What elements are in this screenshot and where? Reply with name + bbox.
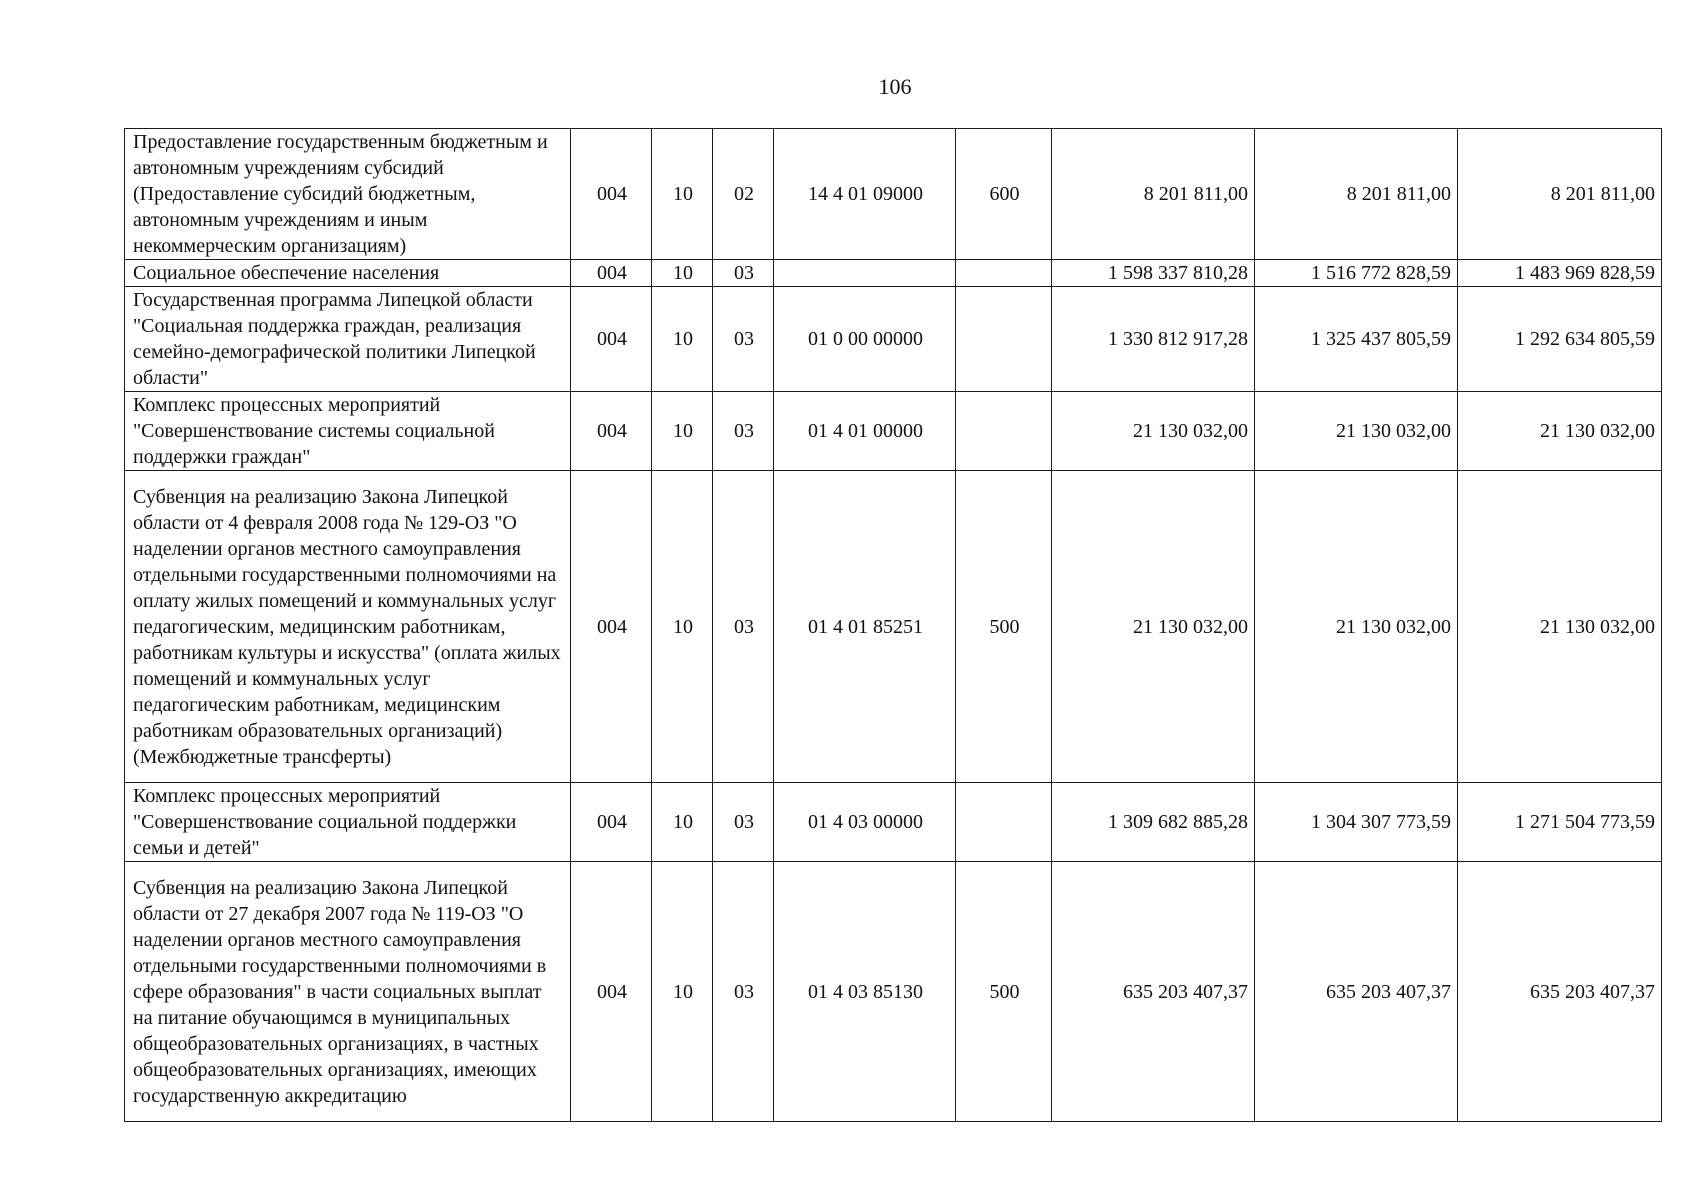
target-code: 14 4 01 09000 [774, 129, 956, 260]
target-code [774, 260, 956, 287]
amount-year-3: 635 203 407,37 [1458, 862, 1662, 1122]
row-description: Предоставление государственным бюджетным и автономным учреждениям субсидий (Предоставление субсидий бюджетным, автономным учреждениям и иным некоммерческим организациям) [125, 129, 571, 260]
amount-year-2: 1 325 437 805,59 [1255, 287, 1458, 392]
admin-code: 004 [571, 260, 652, 287]
amount-year-1: 21 130 032,00 [1052, 392, 1255, 471]
table-body [125, 129, 1662, 1122]
amount-year-3: 21 130 032,00 [1458, 392, 1662, 471]
expense-type-code [956, 287, 1052, 392]
amount-year-3: 8 201 811,00 [1458, 129, 1662, 260]
expense-type-code [956, 392, 1052, 471]
subsection-code: 03 [713, 260, 774, 287]
subsection-code: 03 [713, 862, 774, 1122]
section-code: 10 [652, 392, 713, 471]
section-code: 10 [652, 287, 713, 392]
amount-year-3: 21 130 032,00 [1458, 471, 1662, 783]
amount-year-1: 21 130 032,00 [1052, 471, 1255, 783]
target-code: 01 4 01 85251 [774, 471, 956, 783]
subsection-code: 03 [713, 783, 774, 862]
admin-code: 004 [571, 287, 652, 392]
table-row [125, 783, 1662, 862]
row-description: Комплекс процессных мероприятий "Совершенствование системы социальной поддержки граждан" [125, 392, 571, 471]
row-description: Комплекс процессных мероприятий "Совершенствование социальной поддержки семьи и детей" [125, 783, 571, 862]
section-code: 10 [652, 260, 713, 287]
section-code: 10 [652, 129, 713, 260]
subsection-code: 03 [713, 392, 774, 471]
row-description: Субвенция на реализацию Закона Липецкой области от 4 февраля 2008 года № 129-ОЗ "О наделении органов местного самоуправления отдельными государственными полномочиями на оплату жилых помещений и коммунальных услуг педагогическим, медицинским работникам, работникам культуры и искусства" (оплата жилых помещений и коммунальных услуг педагогическим работникам, медицинским работникам образовательных организаций) (Межбюджетные трансферты) [125, 471, 571, 783]
admin-code: 004 [571, 862, 652, 1122]
expense-type-code: 500 [956, 471, 1052, 783]
row-description: Субвенция на реализацию Закона Липецкой области от 27 декабря 2007 года № 119-ОЗ "О наделении органов местного самоуправления отдельными государственными полномочиями в сфере образования" в части социальных выплат на питание обучающимся в муниципальных общеобразовательных организациях, в частных общеобразовательных организациях, имеющих государственную аккредитацию [125, 862, 571, 1122]
budget-table [124, 128, 1662, 1122]
subsection-code: 03 [713, 471, 774, 783]
expense-type-code: 500 [956, 862, 1052, 1122]
amount-year-1: 635 203 407,37 [1052, 862, 1255, 1122]
target-code: 01 0 00 00000 [774, 287, 956, 392]
table-row [125, 862, 1662, 1122]
amount-year-1: 1 309 682 885,28 [1052, 783, 1255, 862]
expense-type-code [956, 260, 1052, 287]
amount-year-2: 21 130 032,00 [1255, 392, 1458, 471]
expense-type-code [956, 783, 1052, 862]
amount-year-2: 8 201 811,00 [1255, 129, 1458, 260]
amount-year-3: 1 292 634 805,59 [1458, 287, 1662, 392]
amount-year-2: 1 516 772 828,59 [1255, 260, 1458, 287]
target-code: 01 4 03 00000 [774, 783, 956, 862]
table-row [125, 287, 1662, 392]
amount-year-2: 1 304 307 773,59 [1255, 783, 1458, 862]
page-number: 106 [878, 74, 912, 99]
expense-type-code: 600 [956, 129, 1052, 260]
amount-year-1: 1 330 812 917,28 [1052, 287, 1255, 392]
admin-code: 004 [571, 129, 652, 260]
amount-year-2: 21 130 032,00 [1255, 471, 1458, 783]
amount-year-1: 1 598 337 810,28 [1052, 260, 1255, 287]
admin-code: 004 [571, 783, 652, 862]
amount-year-2: 635 203 407,37 [1255, 862, 1458, 1122]
table-row [125, 260, 1662, 287]
subsection-code: 02 [713, 129, 774, 260]
target-code: 01 4 01 00000 [774, 392, 956, 471]
amount-year-1: 8 201 811,00 [1052, 129, 1255, 260]
amount-year-3: 1 271 504 773,59 [1458, 783, 1662, 862]
section-code: 10 [652, 471, 713, 783]
admin-code: 004 [571, 392, 652, 471]
subsection-code: 03 [713, 287, 774, 392]
target-code: 01 4 03 85130 [774, 862, 956, 1122]
row-description: Государственная программа Липецкой области "Социальная поддержка граждан, реализация семейно-демографической политики Липецкой области" [125, 287, 571, 392]
table-row [125, 129, 1662, 260]
amount-year-3: 1 483 969 828,59 [1458, 260, 1662, 287]
table-row [125, 392, 1662, 471]
admin-code: 004 [571, 471, 652, 783]
section-code: 10 [652, 862, 713, 1122]
section-code: 10 [652, 783, 713, 862]
row-description: Социальное обеспечение населения [125, 260, 571, 287]
table-row [125, 471, 1662, 783]
